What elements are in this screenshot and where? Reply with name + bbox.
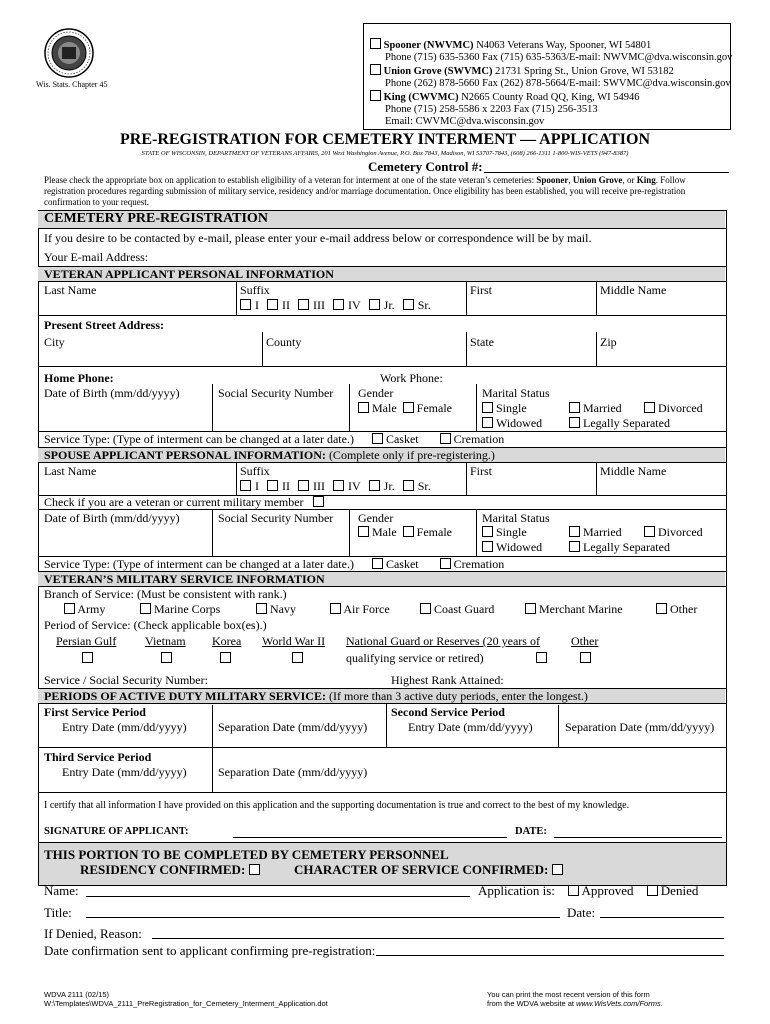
spouse-suffix-ii-checkbox[interactable] (267, 480, 278, 491)
persian-gulf-checkbox[interactable] (82, 652, 93, 663)
spouse-gender-options: Male Female (358, 525, 452, 540)
street-address-label: Present Street Address: (44, 318, 164, 332)
spouse-marital-label: Marital Status (482, 511, 550, 525)
personnel-date-label: Date: (567, 905, 596, 920)
period-wwii: World War II (262, 634, 326, 648)
confirmation-date-label: Date confirmation sent to applicant confirming pre-registration: (44, 943, 376, 958)
spouse-first-name-label: First (470, 464, 493, 478)
personnel-name-label: Name: (44, 883, 79, 898)
spouse-suffix-label: Suffix (240, 464, 270, 478)
application-is-label: Application is: (478, 883, 555, 898)
spouse-suffix-options: I II III IV Jr. Sr. (240, 479, 431, 494)
spouse-suffix-jr-checkbox[interactable] (369, 480, 380, 491)
suffix-jr-checkbox[interactable] (369, 299, 380, 310)
cremation-checkbox[interactable] (440, 433, 451, 444)
personnel-title-line[interactable] (86, 917, 560, 918)
married-checkbox[interactable] (569, 402, 580, 413)
spouse-married-checkbox[interactable] (569, 526, 580, 537)
period-persian-gulf: Persian Gulf (56, 634, 117, 648)
spouse-legally-separated-checkbox[interactable] (569, 541, 580, 552)
branch-label: Branch of Service: (Must be consistent with rank.) (44, 587, 287, 601)
spouse-widowed-checkbox[interactable] (482, 541, 493, 552)
city-label: City (44, 335, 65, 349)
female-checkbox[interactable] (403, 402, 414, 413)
first-period-label: First Service Period (44, 705, 146, 719)
air-force-checkbox[interactable] (330, 603, 341, 614)
approved-checkbox[interactable] (568, 885, 579, 896)
highest-rank-label: Highest Rank Attained: (391, 673, 504, 687)
spouse-veteran-checkbox[interactable] (313, 496, 324, 507)
denied-reason-label: If Denied, Reason: (44, 926, 142, 941)
denied-checkbox[interactable] (647, 885, 658, 896)
suffix-iv-checkbox[interactable] (333, 299, 344, 310)
veteran-suffix-label: Suffix (240, 283, 270, 297)
spouse-ssn-label: Social Security Number (218, 511, 334, 525)
wwii-checkbox[interactable] (292, 652, 303, 663)
spouse-gender-label: Gender (358, 511, 394, 525)
form-title: PRE-REGISTRATION FOR CEMETERY INTERMENT — APPLICATION (119, 131, 650, 148)
personnel-date-line[interactable] (600, 917, 724, 918)
divorced-checkbox[interactable] (644, 402, 655, 413)
coast-guard-checkbox[interactable] (420, 603, 431, 614)
legally-separated-checkbox[interactable] (569, 417, 580, 428)
service-type-label: Service Type: (Type of interment can be changed at a later date.) Casket Cremation (44, 432, 505, 446)
navy-checkbox[interactable] (256, 603, 267, 614)
personnel-name-line[interactable] (86, 896, 470, 897)
spouse-casket-checkbox[interactable] (372, 558, 383, 569)
gender-options: Male Female (358, 401, 452, 416)
spouse-last-name-label: Last Name (44, 464, 97, 478)
cemetery-control-label: Cemetery Control #: (368, 159, 483, 174)
home-phone-label: Home Phone: (44, 371, 114, 385)
website-link[interactable]: www.WisVets.com/Forms. (576, 999, 663, 1008)
third-entry-label: Entry Date (mm/dd/yyyy) (62, 765, 187, 779)
union-grove-checkbox[interactable] (370, 64, 381, 75)
period-qualifying: qualifying service or retired) (346, 651, 484, 665)
print-note: You can print the most recent version of this form (487, 990, 650, 999)
suffix-sr-checkbox[interactable] (403, 299, 414, 310)
casket-checkbox[interactable] (372, 433, 383, 444)
spouse-single-checkbox[interactable] (482, 526, 493, 537)
work-phone-label: Work Phone: (380, 371, 443, 385)
male-checkbox[interactable] (358, 402, 369, 413)
spouse-veteran-check-label: Check if you are a veteran or current military member (44, 495, 324, 510)
veteran-middle-name-label: Middle Name (600, 283, 667, 297)
single-checkbox[interactable] (482, 402, 493, 413)
vietnam-checkbox[interactable] (161, 652, 172, 663)
state-label: State (470, 335, 494, 349)
other-period-checkbox[interactable] (580, 652, 591, 663)
widowed-checkbox[interactable] (482, 417, 493, 428)
veteran-first-name-label: First (470, 283, 493, 297)
merchant-marine-checkbox[interactable] (525, 603, 536, 614)
spouse-suffix-iii-checkbox[interactable] (298, 480, 309, 491)
zip-label: Zip (600, 335, 617, 349)
other-branch-checkbox[interactable] (656, 603, 667, 614)
service-ssn-label: Service / Social Security Number: (44, 673, 208, 687)
period-other: Other (571, 634, 599, 648)
ssn-label: Social Security Number (218, 386, 334, 400)
spooner-checkbox[interactable] (370, 38, 381, 49)
confirmation-date-line[interactable] (376, 955, 724, 956)
marine-corps-checkbox[interactable] (140, 603, 151, 614)
denied-reason-line[interactable] (152, 938, 724, 939)
spouse-male-checkbox[interactable] (358, 526, 369, 537)
statute-ref: Wis. Stats. Chapter 45 (36, 80, 108, 89)
gender-label: Gender (358, 386, 394, 400)
state-seal (44, 28, 94, 78)
personnel-heading: THIS PORTION TO BE COMPLETED BY CEMETERY PERSONNEL (44, 847, 449, 862)
suffix-iii-checkbox[interactable] (298, 299, 309, 310)
period-vietnam: Vietnam (145, 634, 186, 648)
office-list: Spooner (NWVMC) N4063 Veterans Way, Spooner, WI 54801 Phone (715) 635-5360 Fax (715) 635-5363/E-mail: NWVMC@dva.wisconsin.gov Union Grove (SWVMC) 21731 Spring St., Union Grove, WI 53182 Phone (262) 878-5660 Fax (262) 878-5664/E-mail: SWVMC@dva.wisconsin.gov King (CWVMC) N2665 County Road QQ, King, WI 54946 Phone (715) 258-5586 x 2203 Fax (715) 256-3513 Email: CWVMC@dva.wisconsin.gov (370, 38, 732, 128)
approval-options: Approved Denied (568, 883, 698, 899)
residency-checkbox[interactable] (249, 864, 260, 875)
spouse-service-type-label: Service Type: (Type of interment can be changed at a later date.) Casket Cremation (44, 557, 505, 571)
active-duty-heading: PERIODS OF ACTIVE DUTY MILITARY SERVICE: (If more than 3 active duty periods, enter the longest.) (44, 689, 588, 703)
spouse-female-checkbox[interactable] (403, 526, 414, 537)
section-pre-registration-title: CEMETERY PRE-REGISTRATION (44, 211, 268, 226)
veteran-suffix-options: I II III IV Jr. Sr. (240, 298, 431, 313)
personnel-title-label: Title: (44, 905, 72, 920)
period-korea: Korea (212, 634, 242, 648)
period-label: Period of Service: (Check applicable box(es).) (44, 618, 267, 632)
marital-status-label: Marital Status (482, 386, 550, 400)
form-subtitle: STATE OF WISCONSIN, DEPARTMENT OF VETERANS AFFAIRS, 201 West Washington Avenue, P.O. Box 7843, Madison, WI 53707-7843, (608) 266-1311 1-800-WIS-VETS (947-8387) (141, 150, 629, 157)
email-note: If you desire to be contacted by e-mail, please enter your e-mail address below or correspondence will be by mail. (44, 231, 592, 245)
character-checkbox[interactable] (552, 864, 563, 875)
dob-label: Date of Birth (mm/dd/yyyy) (44, 386, 180, 400)
suffix-i-checkbox[interactable] (240, 299, 251, 310)
third-separation-label: Separation Date (mm/dd/yyyy) (218, 765, 368, 779)
spouse-middle-name-label: Middle Name (600, 464, 667, 478)
website-note: from the WDVA website at www.WisVets.com/Forms. (487, 999, 663, 1008)
period-national-guard: National Guard or Reserves (20 years of (346, 634, 540, 648)
military-service-heading: VETERAN’S MILITARY SERVICE INFORMATION (44, 572, 325, 586)
signature-date-line[interactable] (554, 837, 722, 838)
suffix-ii-checkbox[interactable] (267, 299, 278, 310)
email-label: Your E-mail Address: (44, 250, 149, 264)
army-checkbox[interactable] (64, 603, 75, 614)
county-label: County (266, 335, 302, 349)
spouse-dob-label: Date of Birth (mm/dd/yyyy) (44, 511, 180, 525)
character-confirmed: CHARACTER OF SERVICE CONFIRMED: (294, 862, 563, 878)
veteran-info-heading: VETERAN APPLICANT PERSONAL INFORMATION (44, 267, 334, 281)
spouse-suffix-iv-checkbox[interactable] (333, 480, 344, 491)
spouse-cremation-checkbox[interactable] (440, 558, 451, 569)
second-separation-label: Separation Date (mm/dd/yyyy) (565, 720, 715, 734)
spouse-info-heading: SPOUSE APPLICANT PERSONAL INFORMATION: (Complete only if pre-registering.) (44, 448, 495, 462)
residency-confirmed: RESIDENCY CONFIRMED: (80, 862, 260, 878)
first-separation-label: Separation Date (mm/dd/yyyy) (218, 720, 368, 734)
first-entry-label: Entry Date (mm/dd/yyyy) (62, 720, 187, 734)
spouse-marital-options: Single Married Divorced Widowed Legally Separated (482, 525, 703, 555)
king-checkbox[interactable] (370, 90, 381, 101)
marital-options: Single Married Divorced Widowed Legally Separated (482, 401, 703, 431)
national-guard-checkbox[interactable] (536, 652, 547, 663)
third-period-label: Third Service Period (44, 750, 152, 764)
signature-label: SIGNATURE OF APPLICANT: (44, 826, 189, 837)
second-period-label: Second Service Period (391, 705, 505, 719)
korea-checkbox[interactable] (220, 652, 231, 663)
cemetery-control-line[interactable] (484, 172, 729, 173)
veteran-last-name-label: Last Name (44, 283, 97, 297)
form-number: WDVA 2111 (02/15) (44, 990, 110, 999)
signature-line[interactable] (233, 837, 507, 838)
second-entry-label: Entry Date (mm/dd/yyyy) (408, 720, 533, 734)
spouse-divorced-checkbox[interactable] (644, 526, 655, 537)
signature-date-label: DATE: (515, 826, 547, 837)
intro-text: Please check the appropriate box on application to establish eligibility of a veteran for interment at one of the state veteran’s cemeteries: Spooner, Union Grove, or King. Follow registration procedures regarding submission of military service, residency and/or marriage documentation. Once eligibility has been established, you will receive pre-registration confirmation to your request. (44, 175, 686, 207)
certification-text: I certify that all information I have provided on this application and the supporting documentation is true and correct to the best of my knowledge. (44, 800, 630, 811)
email-input[interactable] (160, 250, 720, 264)
template-path: W:\Templates\WDVA_2111_PreRegistration_for_Cemetery_Interment_Application.dot (44, 999, 328, 1008)
spouse-suffix-i-checkbox[interactable] (240, 480, 251, 491)
spouse-suffix-sr-checkbox[interactable] (403, 480, 414, 491)
